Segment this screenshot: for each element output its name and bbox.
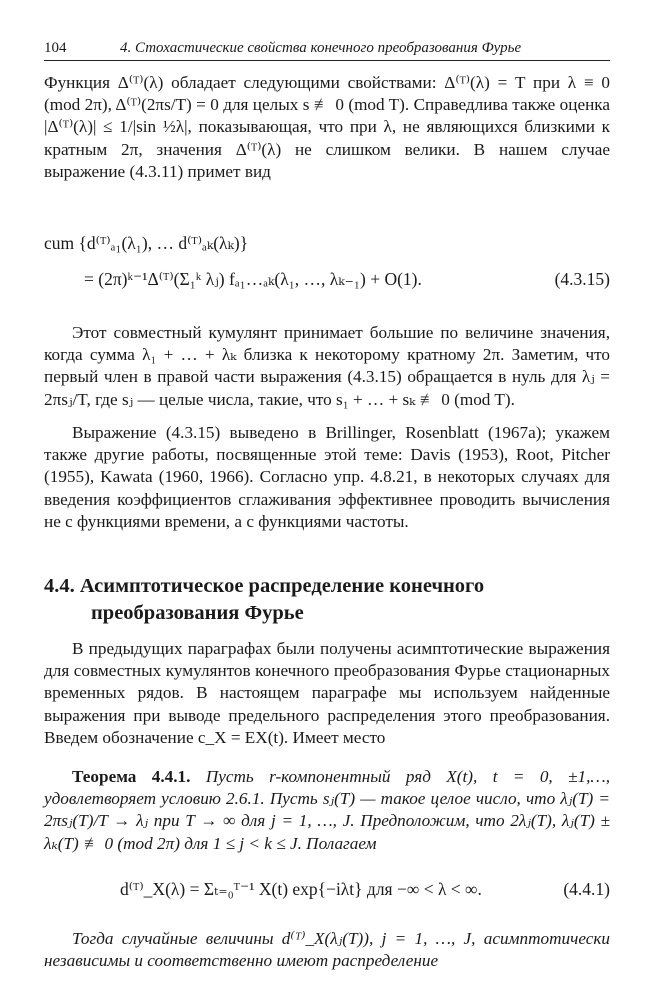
section-title-line1: Асимптотическое распределение конечного [79,575,485,597]
equation-4-3-15-body: = (2π)ᵏ⁻¹Δ⁽ᵀ⁾(Σ₁ᵏ λⱼ) fₐ₁…ₐₖ(λ₁, …, λₖ₋₁) + O(1). [84,269,422,289]
equation-number-4-4-1: (4.4.1) [563,879,610,899]
running-header [44,38,610,61]
section-number: 4.4. [44,575,75,597]
equation-4-4-1 [44,878,610,900]
equation-number-4-3-15: (4.3.15) [554,269,610,289]
equation-4-3-15-line2 [44,268,610,290]
paragraph-intro: В предыдущих параграфах были получены асимптотические выражения для совместных кумулянтов конечного преобразования Фурье стационарных временных рядов. В настоящем параграфе мы используем найденные выражения при выводе предельного распределения этого преобразования. Введем обозначение c_X = EX(t). Имеет место [44,639,610,747]
running-title: 4. Стохастические свойства конечного преобразования Фурье [120,40,522,56]
theorem-text: Пусть r-компонентный ряд X(t), t = 0, ±1,…, удовлетворяет условию 2.6.1. Пусть sⱼ(T) — такое целое число, что λⱼ(T) = 2πsⱼ(T)/T → λⱼ при T → ∞ для j = 1, …, J. Предположим, что 2λⱼ(T), λⱼ(T) ± λₖ(T) ≢ 0 (mod 2π) для 1 ≤ j < k ≤ J. Полагаем [44,767,610,853]
theorem-label: Теорема 4.4.1. [72,767,191,786]
section-heading [44,573,610,627]
paragraph-properties: Функция Δ⁽ᵀ⁾(λ) обладает следующими свойствами: Δ⁽ᵀ⁾(λ) = T при λ ≡ 0 (mod 2π), Δ⁽ᵀ⁾(2πs/T) = 0 для целых s ≢ 0 (mod T). Справедлива также оценка |Δ⁽ᵀ⁾(λ)| ≤ 1/|sin ½λ|, показывающая, что при λ, не являющихся близкими к кратным 2π, значения Δ⁽ᵀ⁾(λ) не слишком велики. В нашем случае выражение (4.3.11) примет вид [44,73,610,181]
equation-4-4-1-body: d⁽ᵀ⁾_X(λ) = Σₜ₌₀ᵀ⁻¹ X(t) exp{−iλt} для −∞ < λ < ∞. [120,879,482,899]
page-number: 104 [44,40,67,56]
paragraph-conclusion: Тогда случайные величины d⁽ᵀ⁾_X(λⱼ(T)), j = 1, …, J, асимптотически независимы и соответственно имеют распределение [44,929,610,971]
theorem-4-4-1 [44,766,610,855]
section-title-line2: преобразования Фурье [91,602,304,624]
paragraph-references: Выражение (4.3.15) выведено в Brillinger, Rosenblatt (1967a); укажем также другие работы, посвященные этой теме: Davis (1953), Root, Pitcher (1955), Kawata (1960, 1966). Согласно упр. 4.8.21, в некоторых случаях для введения коэффициентов сглаживания эффективнее проводить вычисления не с функциями времени, а с функциями частоты. [44,423,610,531]
paragraph-cumulant: Этот совместный кумулянт принимает большие по величине значения, когда сумма λ₁ + … + λₖ близка к некоторому кратному 2π. Заметим, что первый член в правой части выражения (4.3.15) обращается в нуль для λⱼ = 2πsⱼ/T, где sⱼ — целые числа, такие, что s₁ + … + sₖ ≢ 0 (mod T). [44,323,610,409]
equation-4-3-15-line1: cum {d⁽ᵀ⁾ₐ₁(λ₁), … d⁽ᵀ⁾ₐₖ(λₖ)} [44,233,249,253]
